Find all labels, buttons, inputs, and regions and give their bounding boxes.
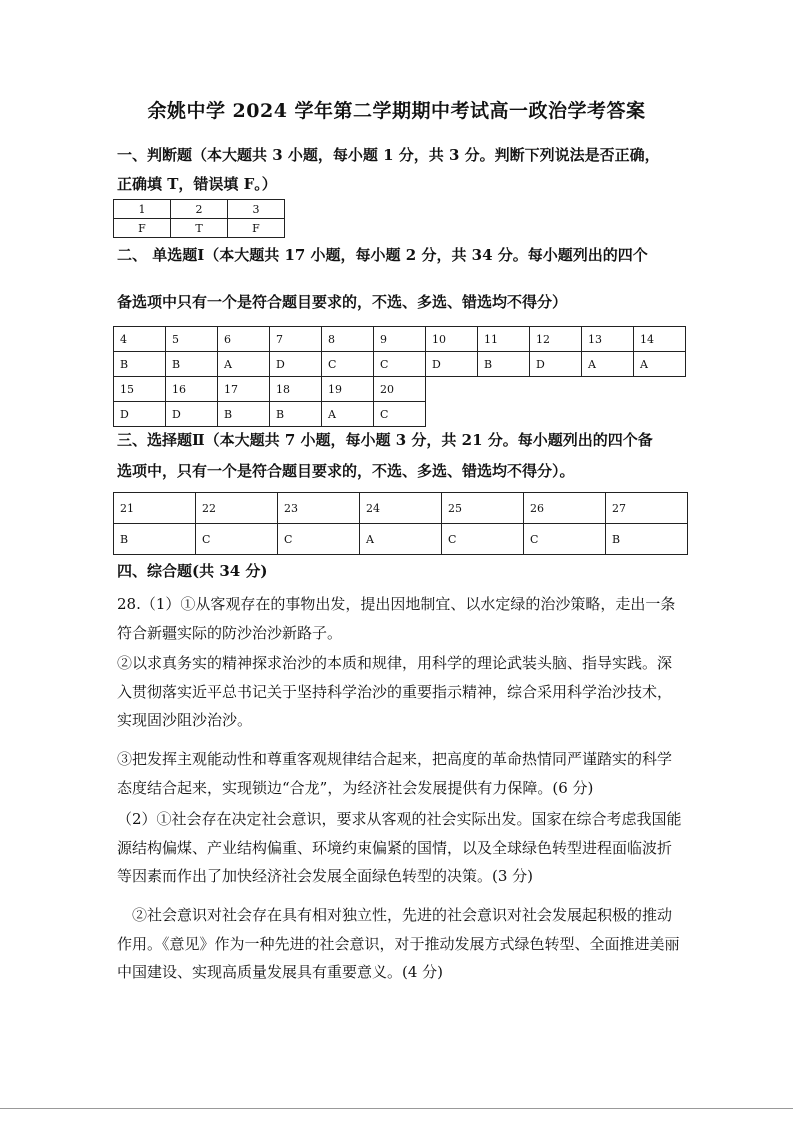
question-number: 2: [171, 200, 228, 219]
question-number: 16: [166, 377, 218, 402]
question-number: 5: [166, 327, 218, 352]
table-row: [114, 200, 285, 219]
question-number: 4: [114, 327, 166, 352]
empty-cell: [634, 377, 686, 402]
answer-cell: B: [114, 352, 166, 377]
answer-cell: C: [524, 524, 606, 555]
answer-paragraph: ②社会意识对社会存在具有相对独立性，先进的社会意识对社会发展起积极的推动作用。《意见》作为一种先进的社会意识，对于推动发展方式绿色转型、全面推进美丽中国建设、实现高质量发展具有重要意义。(4 分): [117, 906, 680, 981]
answer-cell: B: [478, 352, 530, 377]
answer-cell: D: [166, 402, 218, 427]
section1-heading-line1: 一、判断题（本大题共 3 小题，每小题 1 分，共 3 分。判断下列说法是否正确，: [117, 146, 660, 164]
question-number: 9: [374, 327, 426, 352]
empty-cell: [478, 377, 530, 402]
table-row: [114, 352, 686, 377]
answer-cell: D: [270, 352, 322, 377]
question-number: 1: [114, 200, 171, 219]
answer-cell: A: [582, 352, 634, 377]
page-bottom-divider: [0, 1108, 793, 1109]
answer-paragraph: ③把发挥主观能动性和尊重客观规律结合起来，把高度的革命热情同严谨踏实的科学态度结合起来，实现锁边“合龙”，为经济社会发展提供有力保障。(6 分): [117, 750, 673, 797]
answer-paragraph: 28.（1）①从客观存在的事物出发，提出因地制宜、以水定绿的治沙策略，走出一条符合新疆实际的防沙治沙新路子。: [117, 595, 676, 642]
answer-cell: C: [322, 352, 374, 377]
answer-cell: F: [114, 219, 171, 238]
answer-cell: C: [278, 524, 360, 555]
answer-cell: B: [166, 352, 218, 377]
empty-cell: [582, 402, 634, 427]
question-number: 14: [634, 327, 686, 352]
answer-cell: A: [360, 524, 442, 555]
question-number: 12: [530, 327, 582, 352]
section2-heading-line1: 二、 单选题Ⅰ（本大题共 17 小题，每小题 2 分，共 34 分。每小题列出的四个: [117, 246, 648, 264]
answer-paragraph: （2）①社会存在决定社会意识，要求从客观的社会实际出发。国家在综合考虑我国能源结构偏煤、产业结构偏重、环境约束偏紧的国情，以及全球绿色转型进程面临波折等因素而作出了加快经济社会发展全面绿色转型的决策。(3 分): [117, 810, 682, 885]
question-number: 13: [582, 327, 634, 352]
page-title: 余姚中学 2024 学年第二学期期中考试高一政治学考答案: [147, 100, 646, 122]
section1-heading-line2: 正确填 T，错误填 F。）: [117, 175, 277, 193]
answer-cell: C: [374, 402, 426, 427]
section3-heading-line2: 选项中，只有一个是符合题目要求的，不选、多选、错选均不得分）。: [117, 462, 575, 480]
answer-cell: F: [228, 219, 285, 238]
empty-cell: [426, 377, 478, 402]
table-row: [114, 402, 686, 427]
question-number: 27: [606, 493, 688, 524]
table-row: [114, 327, 686, 352]
judgment-answer-table: [113, 199, 285, 238]
empty-cell: [530, 377, 582, 402]
answer-cell: C: [196, 524, 278, 555]
answer-cell: B: [606, 524, 688, 555]
table-row: [114, 219, 285, 238]
table-row: [114, 377, 686, 402]
answer-cell: C: [374, 352, 426, 377]
answer-cell: D: [114, 402, 166, 427]
single-choice-2-answer-table: [113, 492, 688, 555]
question-number: 7: [270, 327, 322, 352]
answer-cell: A: [322, 402, 374, 427]
question-number: 19: [322, 377, 374, 402]
answer-cell: C: [442, 524, 524, 555]
question-number: 26: [524, 493, 606, 524]
question-number: 8: [322, 327, 374, 352]
answer-cell: D: [530, 352, 582, 377]
answer-cell: B: [114, 524, 196, 555]
answer-cell: A: [634, 352, 686, 377]
question-number: 21: [114, 493, 196, 524]
answer-cell: B: [270, 402, 322, 427]
question-number: 10: [426, 327, 478, 352]
question-number: 24: [360, 493, 442, 524]
answer-paragraph: ②以求真务实的精神探求治沙的本质和规律，用科学的理论武装头脑、指导实践。深入贯彻落实近平总书记关于坚持科学治沙的重要指示精神，综合采用科学治沙技术，实现固沙阻沙治沙。: [117, 654, 673, 729]
answer-cell: D: [426, 352, 478, 377]
question-number: 3: [228, 200, 285, 219]
empty-cell: [530, 402, 582, 427]
section4-heading: 四、综合题(共 34 分): [117, 562, 268, 580]
question-number: 17: [218, 377, 270, 402]
section3-heading-line1: 三、选择题Ⅱ（本大题共 7 小题，每小题 3 分，共 21 分。每小题列出的四个备: [117, 431, 653, 449]
question-number: 20: [374, 377, 426, 402]
table-row: [114, 524, 688, 555]
empty-cell: [478, 402, 530, 427]
question-number: 6: [218, 327, 270, 352]
question-number: 11: [478, 327, 530, 352]
table-row: [114, 493, 688, 524]
single-choice-1-answer-table: [113, 326, 686, 427]
section2-heading-line2: 备选项中只有一个是符合题目要求的，不选、多选、错选均不得分）: [117, 293, 568, 311]
answer-cell: B: [218, 402, 270, 427]
answer-cell: A: [218, 352, 270, 377]
question-number: 23: [278, 493, 360, 524]
empty-cell: [582, 377, 634, 402]
question-number: 22: [196, 493, 278, 524]
answer-cell: T: [171, 219, 228, 238]
question-number: 18: [270, 377, 322, 402]
question-number: 25: [442, 493, 524, 524]
empty-cell: [634, 402, 686, 427]
question-number: 15: [114, 377, 166, 402]
empty-cell: [426, 402, 478, 427]
